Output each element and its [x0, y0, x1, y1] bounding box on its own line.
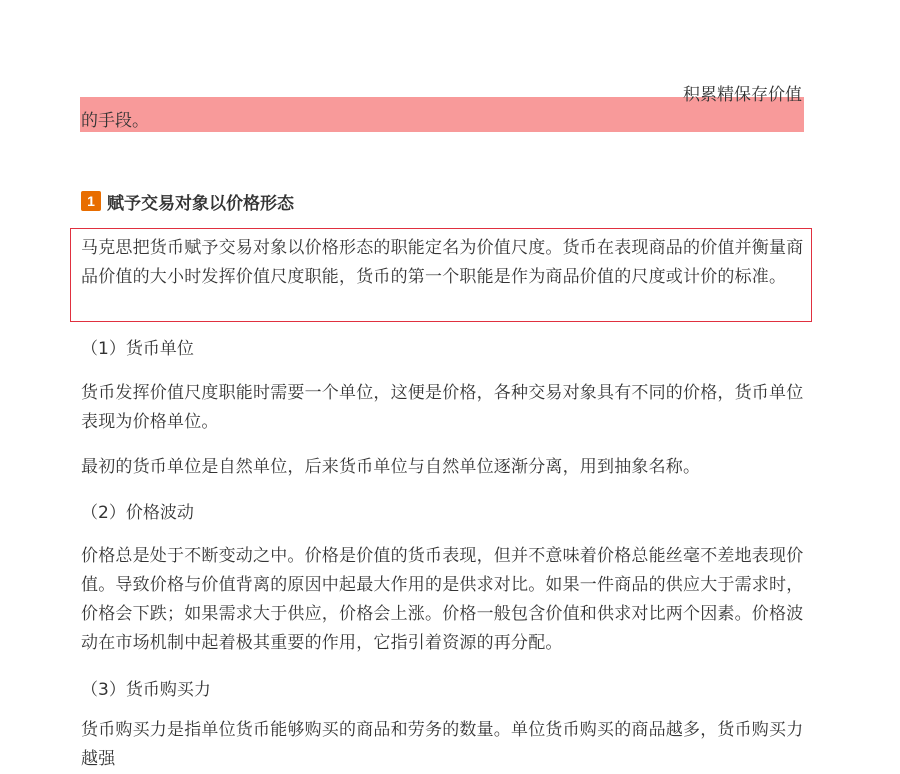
subtitle-currency-unit: （1）货币单位	[81, 339, 194, 359]
highlighted-text-line: 的手段。	[81, 111, 149, 131]
subtitle-price-fluctuation: （2）价格波动	[81, 503, 194, 523]
section-title: 赋予交易对象以价格形态	[107, 193, 294, 214]
paragraph-currency-unit-2: 最初的货币单位是自然单位，后来货币单位与自然单位逐渐分离，用到抽象名称。	[81, 457, 701, 477]
subtitle-purchasing-power: （3）货币购买力	[81, 680, 211, 700]
highlighted-text-block	[80, 85, 804, 132]
section-heading	[81, 190, 294, 212]
highlighted-text-cut-line: 积累精保存价值	[683, 85, 802, 105]
paragraph-currency-unit-1: 货币发挥价值尺度职能时需要一个单位，这便是价格，各种交易对象具有不同的价格，货币单位表现为价格单位。	[81, 383, 804, 432]
section-number-badge: 1	[81, 191, 101, 211]
outlined-paragraph-box	[70, 228, 812, 322]
paragraph-purchasing-power: 货币购买力是指单位货币能够购买的商品和劳务的数量。单位货币购买的商品越多，货币购买力越强	[81, 720, 804, 769]
outlined-paragraph: 马克思把货币赋予交易对象以价格形态的职能定名为价值尺度。货币在表现商品的价值并衡量商品价值的大小时发挥价值尺度职能，货币的第一个职能是作为商品价值的尺度或计价的标准。	[81, 238, 804, 287]
paragraph-price-fluctuation: 价格总是处于不断变动之中。价格是价值的货币表现，但并不意味着价格总能丝毫不差地表现价值。导致价格与价值背离的原因中起最大作用的是供求对比。如果一件商品的供应大于需求时，价格会下跌；如果需求大于供应，价格会上涨。价格一般包含价值和供求对比两个因素。价格波动在市场机制中起着极其重要的作用，它指引着资源的再分配。	[81, 546, 804, 653]
